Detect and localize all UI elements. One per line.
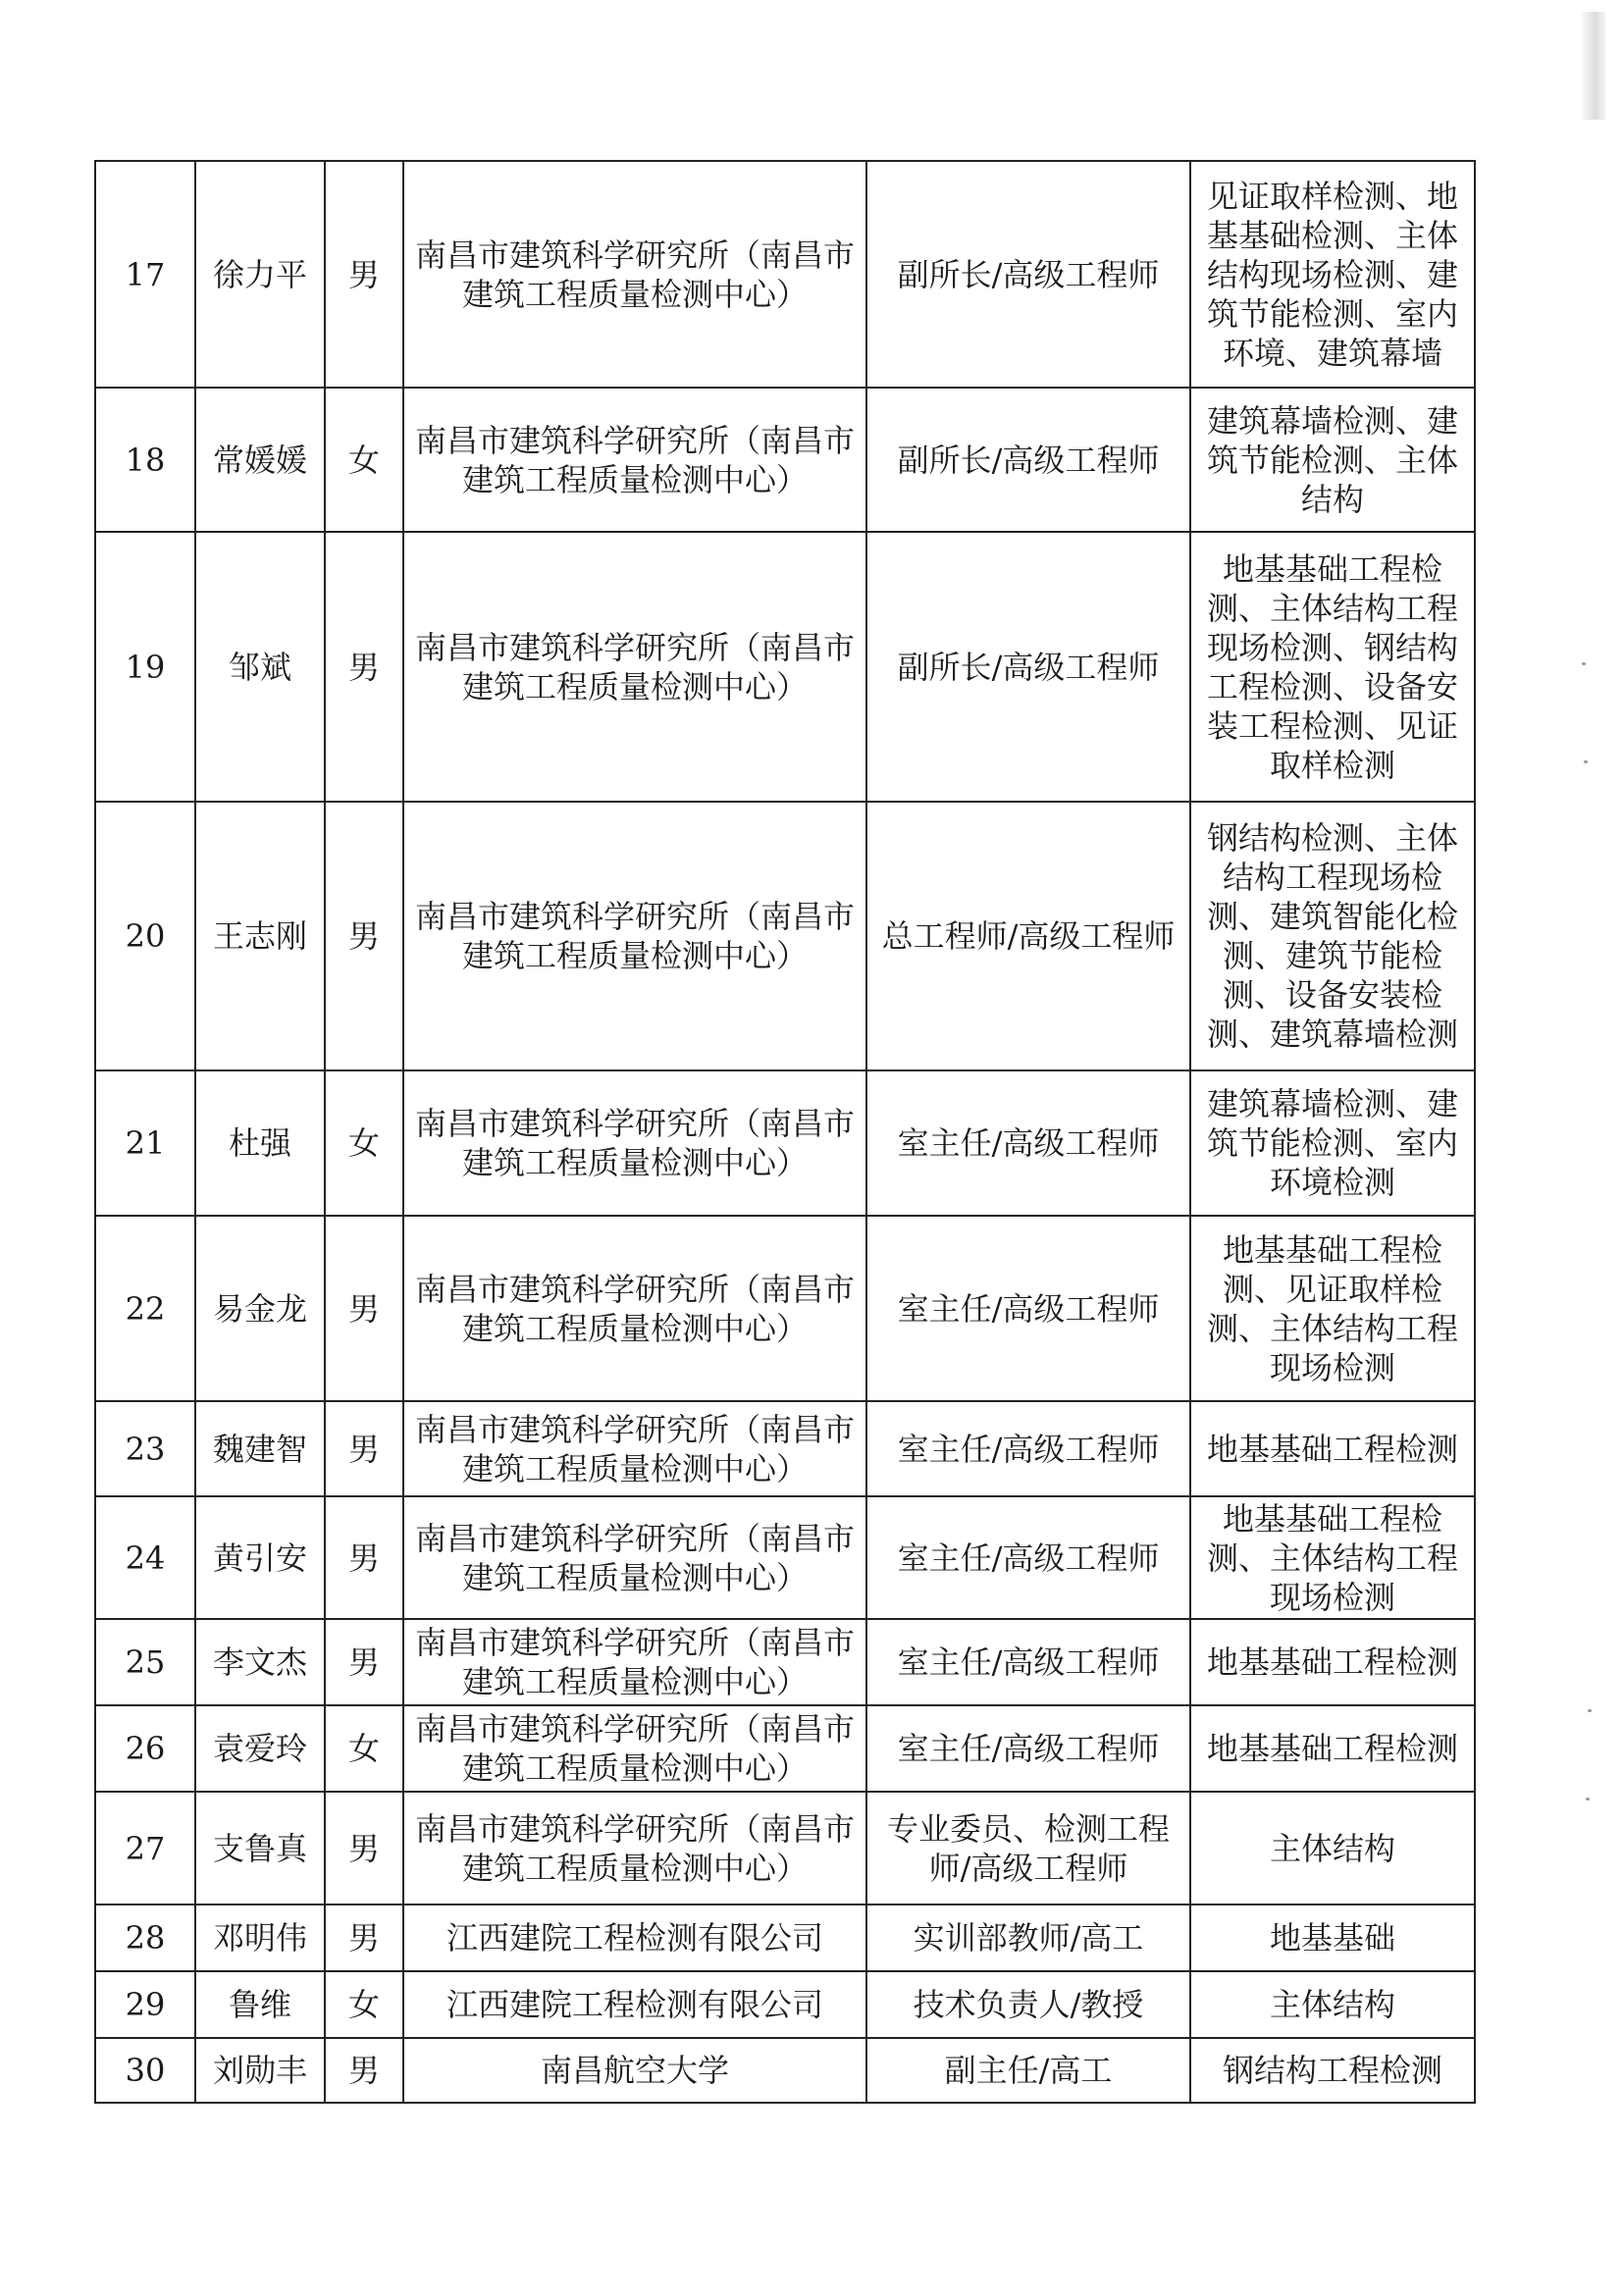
table-row xyxy=(95,1401,1475,1496)
cell-organization: 南昌市建筑科学研究所（南昌市建筑工程质量检测中心） xyxy=(403,1496,866,1619)
cell-gender: 男 xyxy=(325,1216,403,1401)
cell-number: 22 xyxy=(95,1216,195,1401)
table-row xyxy=(95,1619,1475,1705)
cell-title: 副所长/高级工程师 xyxy=(866,388,1190,532)
cell-scope: 建筑幕墙检测、建筑节能检测、室内环境检测 xyxy=(1190,1070,1475,1216)
cell-scope: 地基基础工程检测 xyxy=(1190,1401,1475,1496)
table-row xyxy=(95,1496,1475,1619)
table-row xyxy=(95,532,1475,802)
cell-scope: 地基基础工程检测、主体结构工程现场检测、钢结构工程检测、设备安装工程检测、见证取样检测 xyxy=(1190,532,1475,802)
cell-number: 18 xyxy=(95,388,195,532)
cell-title: 总工程师/高级工程师 xyxy=(866,802,1190,1070)
cell-organization: 南昌市建筑科学研究所（南昌市建筑工程质量检测中心） xyxy=(403,1705,866,1792)
table-row xyxy=(95,802,1475,1070)
cell-number: 24 xyxy=(95,1496,195,1619)
cell-scope: 见证取样检测、地基基础检测、主体结构现场检测、建筑节能检测、室内环境、建筑幕墙 xyxy=(1190,161,1475,388)
cell-organization: 南昌市建筑科学研究所（南昌市建筑工程质量检测中心） xyxy=(403,802,866,1070)
cell-number: 26 xyxy=(95,1705,195,1792)
cell-number: 17 xyxy=(95,161,195,388)
cell-gender: 男 xyxy=(325,1905,403,1971)
cell-organization: 江西建院工程检测有限公司 xyxy=(403,1905,866,1971)
cell-scope: 地基基础 xyxy=(1190,1905,1475,1971)
cell-name: 徐力平 xyxy=(195,161,325,388)
cell-organization: 南昌市建筑科学研究所（南昌市建筑工程质量检测中心） xyxy=(403,1216,866,1401)
cell-organization: 江西建院工程检测有限公司 xyxy=(403,1971,866,2038)
cell-organization: 南昌市建筑科学研究所（南昌市建筑工程质量检测中心） xyxy=(403,388,866,532)
cell-gender: 男 xyxy=(325,2038,403,2103)
cell-gender: 男 xyxy=(325,1792,403,1905)
cell-scope: 主体结构 xyxy=(1190,1971,1475,2038)
cell-number: 30 xyxy=(95,2038,195,2103)
scan-speck xyxy=(1582,662,1586,665)
cell-name: 袁爱玲 xyxy=(195,1705,325,1792)
cell-name: 杜强 xyxy=(195,1070,325,1216)
table-row xyxy=(95,1070,1475,1216)
cell-name: 邓明伟 xyxy=(195,1905,325,1971)
cell-number: 27 xyxy=(95,1792,195,1905)
table-row xyxy=(95,2038,1475,2103)
cell-organization: 南昌市建筑科学研究所（南昌市建筑工程质量检测中心） xyxy=(403,1401,866,1496)
table-row xyxy=(95,388,1475,532)
cell-title: 室主任/高级工程师 xyxy=(866,1496,1190,1619)
cell-gender: 女 xyxy=(325,388,403,532)
scan-speck xyxy=(1584,760,1588,763)
cell-title: 技术负责人/教授 xyxy=(866,1971,1190,2038)
cell-title: 室主任/高级工程师 xyxy=(866,1705,1190,1792)
cell-gender: 男 xyxy=(325,1401,403,1496)
scan-speck xyxy=(1588,1709,1592,1712)
cell-gender: 男 xyxy=(325,1496,403,1619)
table-row xyxy=(95,161,1475,388)
cell-gender: 男 xyxy=(325,802,403,1070)
cell-number: 28 xyxy=(95,1905,195,1971)
cell-title: 室主任/高级工程师 xyxy=(866,1401,1190,1496)
cell-number: 21 xyxy=(95,1070,195,1216)
cell-name: 李文杰 xyxy=(195,1619,325,1705)
cell-organization: 南昌市建筑科学研究所（南昌市建筑工程质量检测中心） xyxy=(403,161,866,388)
cell-title: 副主任/高工 xyxy=(866,2038,1190,2103)
cell-scope: 建筑幕墙检测、建筑节能检测、主体结构 xyxy=(1190,388,1475,532)
personnel-table xyxy=(94,160,1476,2104)
cell-scope: 主体结构 xyxy=(1190,1792,1475,1905)
cell-number: 23 xyxy=(95,1401,195,1496)
cell-name: 常媛媛 xyxy=(195,388,325,532)
cell-organization: 南昌市建筑科学研究所（南昌市建筑工程质量检测中心） xyxy=(403,1070,866,1216)
cell-gender: 女 xyxy=(325,1070,403,1216)
cell-name: 刘勋丰 xyxy=(195,2038,325,2103)
table-row xyxy=(95,1971,1475,2038)
cell-gender: 女 xyxy=(325,1971,403,2038)
cell-title: 室主任/高级工程师 xyxy=(866,1216,1190,1401)
cell-gender: 男 xyxy=(325,532,403,802)
cell-scope: 地基基础工程检测、主体结构工程现场检测 xyxy=(1190,1496,1475,1619)
cell-title: 专业委员、检测工程师/高级工程师 xyxy=(866,1792,1190,1905)
table-row xyxy=(95,1792,1475,1905)
cell-scope: 地基基础工程检测、见证取样检测、主体结构工程现场检测 xyxy=(1190,1216,1475,1401)
cell-organization: 南昌市建筑科学研究所（南昌市建筑工程质量检测中心） xyxy=(403,1619,866,1705)
scan-edge-shadow xyxy=(1580,12,1605,120)
table-row xyxy=(95,1905,1475,1971)
cell-number: 29 xyxy=(95,1971,195,2038)
cell-name: 魏建智 xyxy=(195,1401,325,1496)
cell-name: 易金龙 xyxy=(195,1216,325,1401)
cell-number: 20 xyxy=(95,802,195,1070)
cell-gender: 男 xyxy=(325,161,403,388)
cell-name: 鲁维 xyxy=(195,1971,325,2038)
cell-scope: 地基基础工程检测 xyxy=(1190,1619,1475,1705)
cell-title: 副所长/高级工程师 xyxy=(866,161,1190,388)
table-row xyxy=(95,1216,1475,1401)
cell-title: 副所长/高级工程师 xyxy=(866,532,1190,802)
cell-organization: 南昌航空大学 xyxy=(403,2038,866,2103)
cell-title: 室主任/高级工程师 xyxy=(866,1619,1190,1705)
scan-speck xyxy=(1586,1798,1590,1800)
cell-name: 邹斌 xyxy=(195,532,325,802)
cell-scope: 钢结构工程检测 xyxy=(1190,2038,1475,2103)
cell-scope: 钢结构检测、主体结构工程现场检测、建筑智能化检测、建筑节能检测、设备安装检测、建筑幕墙检测 xyxy=(1190,802,1475,1070)
cell-name: 黄引安 xyxy=(195,1496,325,1619)
cell-title: 室主任/高级工程师 xyxy=(866,1070,1190,1216)
cell-number: 25 xyxy=(95,1619,195,1705)
cell-organization: 南昌市建筑科学研究所（南昌市建筑工程质量检测中心） xyxy=(403,1792,866,1905)
cell-number: 19 xyxy=(95,532,195,802)
cell-scope: 地基基础工程检测 xyxy=(1190,1705,1475,1792)
cell-name: 王志刚 xyxy=(195,802,325,1070)
cell-gender: 女 xyxy=(325,1705,403,1792)
cell-organization: 南昌市建筑科学研究所（南昌市建筑工程质量检测中心） xyxy=(403,532,866,802)
cell-title: 实训部教师/高工 xyxy=(866,1905,1190,1971)
table-row xyxy=(95,1705,1475,1792)
cell-gender: 男 xyxy=(325,1619,403,1705)
cell-name: 支鲁真 xyxy=(195,1792,325,1905)
